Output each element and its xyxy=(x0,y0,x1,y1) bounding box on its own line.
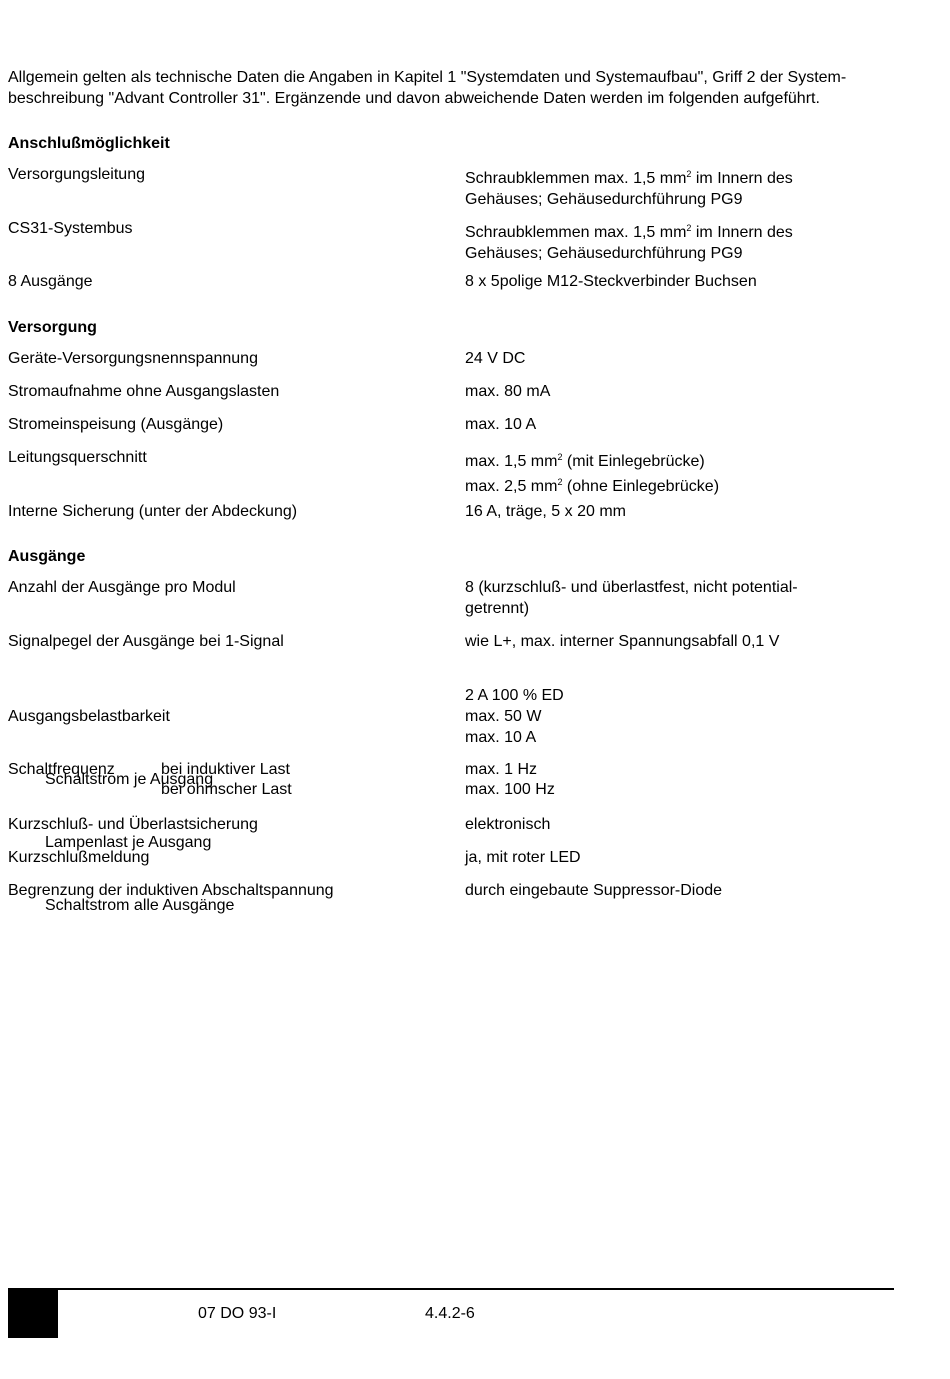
spec-value-line: getrennt) xyxy=(465,600,530,617)
spec-value-line: Gehäuses; Gehäusedurchführung PG9 xyxy=(465,245,743,262)
superscript: 2 xyxy=(557,477,563,487)
spec-value xyxy=(465,760,905,800)
spec-label: Begrenzung der induktiven Abschaltspannung xyxy=(8,882,334,899)
spec-condition-line: bei induktiver Last xyxy=(161,761,290,778)
spec-condition-line: bei ohmscher Last xyxy=(161,781,292,798)
footer-black-block xyxy=(8,1290,58,1338)
spec-value-line: max. 10 A xyxy=(465,416,537,433)
spec-label: Kurzschlußmeldung xyxy=(8,849,150,866)
spec-label: Leitungsquerschnitt xyxy=(8,449,147,466)
spec-value-line: Schraubklemmen max. 1,5 mm xyxy=(465,224,687,241)
spec-value-line: elektronisch xyxy=(465,816,551,833)
spec-value-line: (mit Einlegebrücke) xyxy=(562,453,705,470)
spec-value xyxy=(465,271,905,292)
spec-value xyxy=(465,348,905,369)
spec-value-line: 16 A, träge, 5 x 20 mm xyxy=(465,503,626,520)
spec-value-line: max. 1,5 mm xyxy=(465,453,558,470)
spec-value-line: durch eingebaute Suppressor-Diode xyxy=(465,882,723,899)
spec-value-line: max. 10 A xyxy=(465,729,537,746)
spec-condition xyxy=(161,760,292,800)
spec-label: Anzahl der Ausgänge pro Modul xyxy=(8,579,236,596)
superscript: 2 xyxy=(557,452,563,462)
spec-value-line: 8 (kurzschluß- und überlastfest, nicht potential- xyxy=(465,579,798,596)
spec-value-line: max. 100 Hz xyxy=(465,781,555,798)
spec-label: Ausgangsbelastbarkeit xyxy=(8,708,170,725)
spec-value-line: Schraubklemmen max. 1,5 mm xyxy=(465,170,687,187)
spec-value xyxy=(465,501,905,522)
footer-page-number: 4.4.2-6 xyxy=(425,1305,475,1322)
superscript: 2 xyxy=(686,169,692,179)
spec-label: Stromeinspeisung (Ausgänge) xyxy=(8,416,224,433)
spec-label: Geräte-Versorgungsnennspannung xyxy=(8,350,258,367)
spec-value-line: 2 A 100 % ED xyxy=(465,687,564,704)
section-title-versorgung: Versorgung xyxy=(8,319,97,336)
spec-sublabel: Schaltstrom je Ausgang xyxy=(45,771,214,788)
section-title-ausgaenge: Ausgänge xyxy=(8,548,86,565)
intro-line-2: beschreibung "Advant Controller 31". Ergänzende und davon abweichende Daten werden im folgenden aufgeführt. xyxy=(8,90,820,107)
spec-label: Schaltfrequenz xyxy=(8,761,115,778)
spec-value xyxy=(465,814,905,835)
spec-value-line: wie L+, max. interner Spannungsabfall 0,1 V xyxy=(465,633,780,650)
spec-label: Signalpegel der Ausgänge bei 1-Signal xyxy=(8,633,284,650)
spec-value-line: Gehäuses; Gehäusedurchführung PG9 xyxy=(465,191,743,208)
spec-value xyxy=(465,447,905,497)
spec-label: Stromaufnahme ohne Ausgangslasten xyxy=(8,383,280,400)
spec-value-line: max. 2,5 mm xyxy=(465,478,558,495)
spec-label-group xyxy=(8,664,234,958)
superscript: 2 xyxy=(686,223,692,233)
spec-sublabel: Schaltstrom alle Ausgänge xyxy=(45,897,235,914)
spec-value-line: max. 1 Hz xyxy=(465,761,538,778)
footer-doc-id: 07 DO 93-I xyxy=(198,1305,277,1322)
spec-value xyxy=(465,218,905,264)
section-title-anschluss: Anschlußmöglichkeit xyxy=(8,135,170,152)
spec-label: Versorgungsleitung xyxy=(8,166,145,183)
spec-value xyxy=(465,577,905,619)
spec-sublabel: Lampenlast je Ausgang xyxy=(45,834,212,851)
spec-label: 8 Ausgänge xyxy=(8,273,93,290)
intro-text xyxy=(8,67,908,109)
spec-value xyxy=(465,414,905,435)
spec-label: Kurzschluß- und Überlastsicherung xyxy=(8,816,258,833)
spec-value-line: max. 80 mA xyxy=(465,383,551,400)
spec-value-line: (ohne Einlegebrücke) xyxy=(562,478,720,495)
spec-value xyxy=(465,381,905,402)
spec-value xyxy=(465,631,905,652)
spec-label: CS31-Systembus xyxy=(8,220,133,237)
spec-value-line: 24 V DC xyxy=(465,350,526,367)
spec-value xyxy=(465,847,905,868)
spec-value-line: im Innern des xyxy=(691,224,793,241)
spec-value-line: ja, mit roter LED xyxy=(465,849,581,866)
spec-value-line: max. 50 W xyxy=(465,708,542,725)
spec-value-line: im Innern des xyxy=(691,170,793,187)
spec-value xyxy=(465,880,905,901)
footer-divider xyxy=(8,1288,894,1290)
spec-label: Interne Sicherung (unter der Abdeckung) xyxy=(8,503,298,520)
intro-line-1: Allgemein gelten als technische Daten die Angaben in Kapitel 1 "Systemdaten und Systemaufbau", Griff 2 der System- xyxy=(8,69,847,86)
spec-value xyxy=(465,685,905,748)
spec-value-line: 8 x 5polige M12-Steckverbinder Buchsen xyxy=(465,273,757,290)
spec-value xyxy=(465,164,905,210)
